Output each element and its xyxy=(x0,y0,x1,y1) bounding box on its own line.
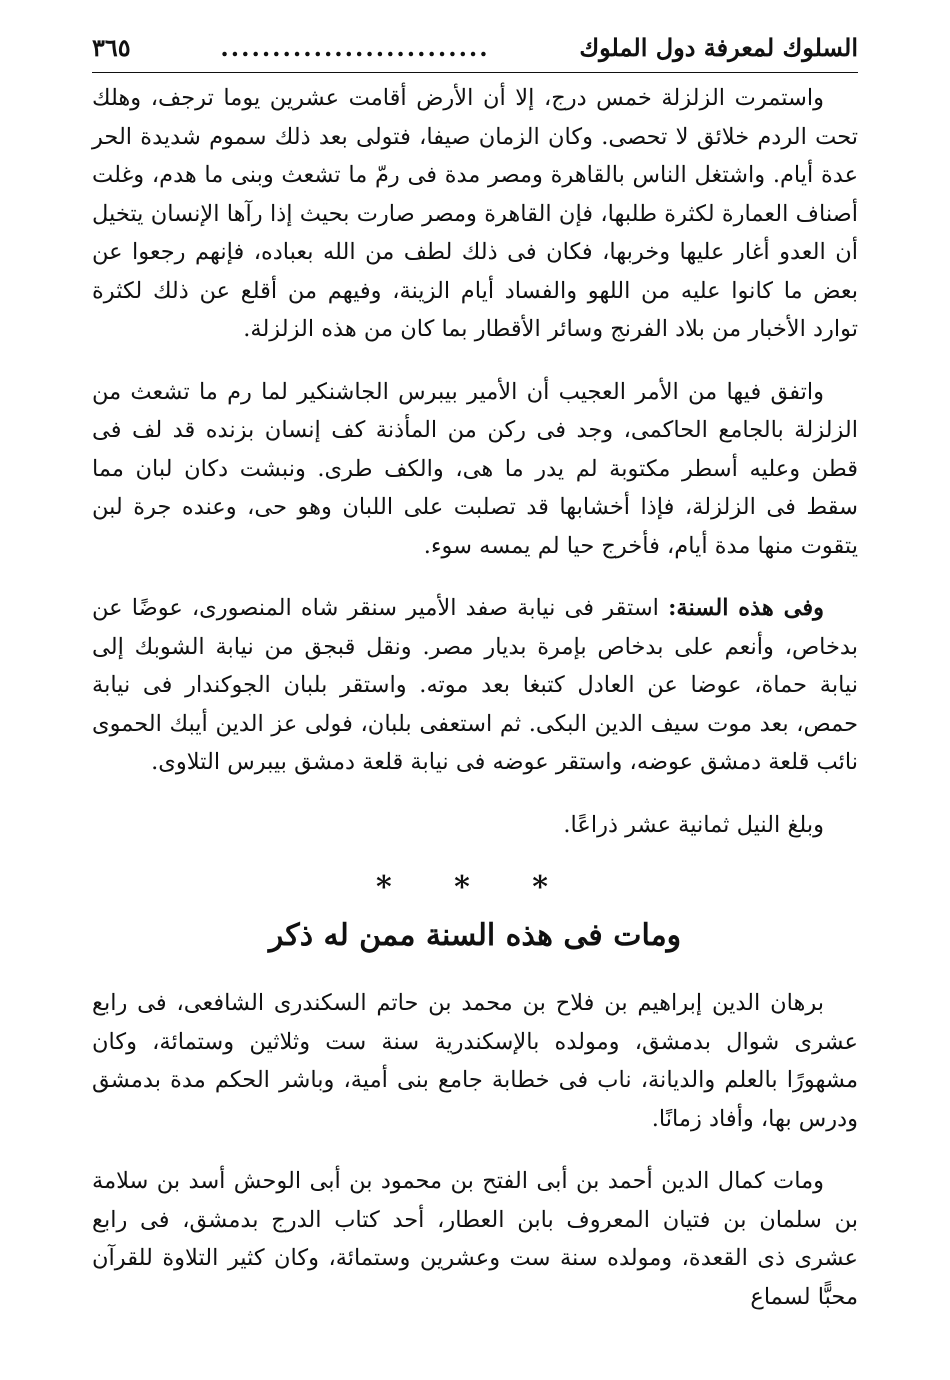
paragraph-text: استقر فى نيابة صفد الأمير سنقر شاه المنصورى، عوضًا عن بدخاص، وأنعم على بدخاص بإمرة بديار مصر. ونقل قبجق من نيابة الشوبك إلى نيابة حماة، عوضا عن العادل كتبغا بعد موته. واستقر بلبان الجوكندار فى نيابة حمص، بعد موت سيف الدين البكى. ثم استعفى بلبان، فولى عز الدين أيبك الحموى نائب قلعة دمشق عوضه، واستقر عوضه فى نيابة قلعة دمشق بيبرس التلاوى. xyxy=(92,595,858,775)
section-heading: ومات فى هذه السنة ممن له ذكر xyxy=(268,918,682,953)
obituary-paragraph: ومات كمال الدين أحمد بن أبى الفتح بن محمود بن أبى الوحش أسد بن سلامة بن سلمان بن فتيان المعروف بابن العطار، أحد كتاب الدرج بدمشق، فى رابع عشرى ذى القعدة، ومولده سنة ست وعشرين وستمائة، وكان كثير التلاوة للقرآن محبًّا لسماع xyxy=(92,1168,858,1310)
section-separator-stars: * * * xyxy=(376,870,574,905)
paragraph-strange-event xyxy=(92,373,858,566)
page-number: ٣٦٥ xyxy=(92,33,131,62)
paragraph-text: واستمرت الزلزلة خمس درج، إلا أن الأرض أقامت عشرين يوما ترجف، وهلك تحت الردم خلائق لا تحصى. وكان الزمان صيفا، فتولى بعد ذلك سموم شديدة الحر عدة أيام. واشتغل الناس بالقاهرة ومصر مدة فى رمّ ما تشعث وبنى ما هدم، وغلت أصناف العمارة لكثرة طلبها، فإن القاهرة ومصر صارت بحيث إذا رآها الإنسان يتخيل أن العدو أغار عليها وخربها، فكان فى ذلك لطف من الله بعباده، فإنهم رجعوا عن بعض ما كانوا عليه من اللهو والفساد أيام الزينة، وفيهم من أقلع عن ذلك لكثرة توارد الأخبار من بلاد الفرنج وسائر الأقطار بما كان من هذه الزلزلة. xyxy=(92,85,858,342)
paragraph-appointments xyxy=(92,589,858,782)
running-head-leader-dots: .......................... xyxy=(220,33,490,62)
paragraph-lead-phrase: وفى هذه السنة: xyxy=(668,595,824,621)
paragraph-earthquake-aftermath xyxy=(92,79,858,349)
paragraph-nile-level xyxy=(92,806,858,845)
running-title: السلوك لمعرفة دول الملوك xyxy=(579,33,858,62)
obituary-paragraph: برهان الدين إبراهيم بن فلاح بن محمد بن حاتم السكندرى الشافعى، فى رابع عشرى شوال بدمشق، ومولده بالإسكندرية سنة ست وثلاثين وستمائة، وكان مشهورًا بالعلم والديانة، ناب فى خطابة جامع بنى أمية، وباشر الحكم مدة بدمشق ودرس بها، وأفاد زمانًا. xyxy=(92,990,858,1132)
running-head xyxy=(92,28,858,73)
paragraph-text: واتفق فيها من الأمر العجيب أن الأمير بيبرس الجاشنكير لما رم ما تشعث من الزلزلة بالجامع الحاكمى، وجد فى ركن من المأذنة كف إنسان بزنده قد لف فى قطن وعليه أسطر مكتوبة لم يدر ما هى، والكف طرى. ونبشت دكان لبان مما سقط فى الزلزلة، فإذا أخشابها قد تصلبت على اللبان وهو حى، وعنده جرة لبن يتقوت منها مدة أيام، فأخرج حيا لم يمسه سوء. xyxy=(92,378,858,559)
paragraph-text: وبلغ النيل ثمانية عشر ذراعًا. xyxy=(563,811,824,838)
